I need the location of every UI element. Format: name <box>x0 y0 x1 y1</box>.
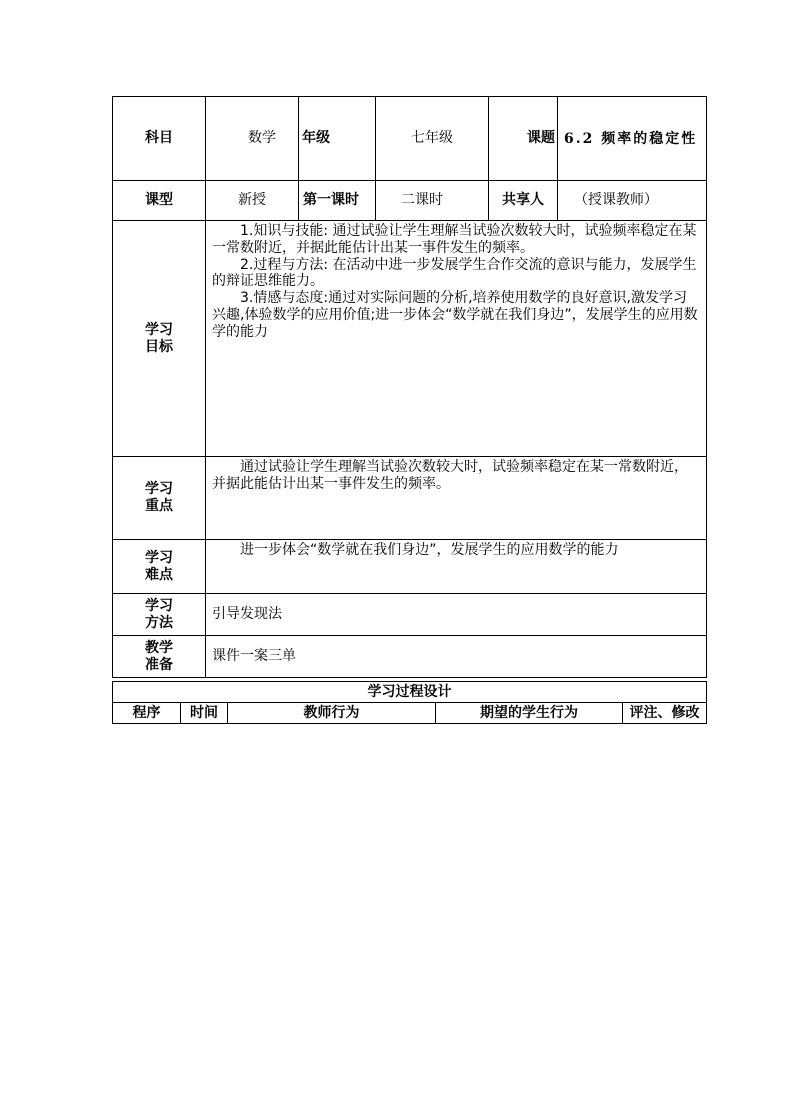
preparation-row <box>113 636 707 678</box>
difficulties-content <box>206 540 707 594</box>
objectives-label <box>113 221 206 457</box>
topic-value: 6.2 频率的稳定性 <box>558 97 707 181</box>
objectives-label-line2: 目标 <box>145 338 173 355</box>
preparation-label <box>113 636 206 678</box>
column-header-student-action: 期望的学生行为 <box>436 703 623 724</box>
process-design-table <box>112 681 707 724</box>
process-title-row <box>113 682 707 703</box>
share-label: 共享人 <box>489 181 558 221</box>
period-label: 第一课时 <box>299 181 376 221</box>
lesson-plan-table <box>112 96 707 678</box>
key-points-label <box>113 457 206 540</box>
preparation-content: 课件一案三单 <box>206 636 707 678</box>
difficulties-label <box>113 540 206 594</box>
column-header-procedure: 程序 <box>113 703 181 724</box>
preparation-label-line2: 准备 <box>145 656 173 673</box>
methods-content: 引导发现法 <box>206 594 707 636</box>
objective-item-attitude: 3.情感与态度:通过对实际问题的分析,培养使用数学的良好意识,激发学习兴趣,体验数学的应用价值;进一步体会“数学就在我们身边”，发展学生的应用数学的能力 <box>212 290 698 340</box>
objectives-row <box>113 221 707 457</box>
key-points-row <box>113 457 707 540</box>
difficulties-label-line1: 学习 <box>145 549 173 566</box>
header-row <box>113 97 707 181</box>
grade-value: 七年级 <box>376 97 489 181</box>
objective-item-process: 2.过程与方法: 在活动中进一步发展学生合作交流的意识与能力，发展学生的辩证思维能力。 <box>212 256 697 290</box>
period-value: 二课时 <box>376 181 489 221</box>
methods-row <box>113 594 707 636</box>
objectives-label-line1: 学习 <box>145 321 173 338</box>
grade-label: 年级 <box>299 97 376 181</box>
topic-label: 课题 <box>489 97 558 181</box>
difficulties-text: 进一步体会“数学就在我们身边”，发展学生的应用数学的能力 <box>240 542 619 558</box>
key-points-content <box>206 457 707 540</box>
methods-label-line1: 学习 <box>145 597 173 614</box>
subject-value: 数学 <box>206 97 299 181</box>
share-value: （授课教师） <box>558 181 707 221</box>
difficulties-row <box>113 540 707 594</box>
methods-label <box>113 594 206 636</box>
key-points-label-line2: 重点 <box>145 498 173 514</box>
type-label: 课型 <box>113 181 206 221</box>
column-header-time: 时间 <box>181 703 228 724</box>
process-header-row <box>113 703 707 724</box>
objective-item-knowledge: 1.知识与技能: 通过试验让学生理解当试验次数较大时，试验频率稳定在某一常数附近，并据此能估计出某一事件发生的频率。 <box>212 223 697 256</box>
key-points-label-line1: 学习 <box>145 481 173 498</box>
methods-label-line2: 方法 <box>145 614 173 631</box>
preparation-label-line1: 教学 <box>145 639 173 656</box>
subject-label: 科目 <box>113 97 206 181</box>
type-value: 新授 <box>206 181 299 221</box>
difficulties-label-line2: 难点 <box>145 566 173 583</box>
type-row <box>113 181 707 221</box>
objectives-content <box>206 221 707 457</box>
column-header-comments: 评注、修改 <box>623 703 707 724</box>
process-title: 学习过程设计 <box>113 682 707 703</box>
key-points-text: 通过试验让学生理解当试验次数较大时，试验频率稳定在某一常数附近，并据此能估计出某一事件发生的频率。 <box>212 459 688 492</box>
column-header-teacher-action: 教师行为 <box>228 703 436 724</box>
